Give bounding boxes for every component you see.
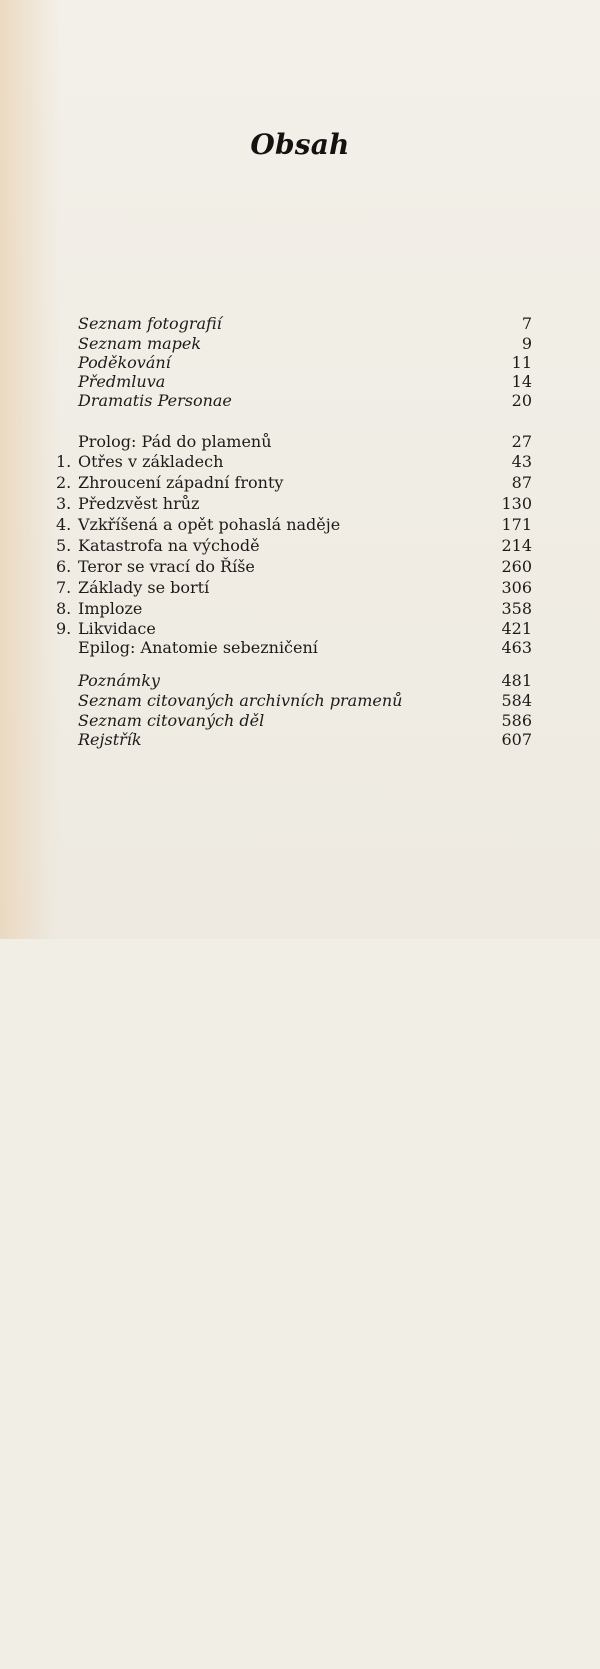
toc-entry-page: 421 xyxy=(501,619,532,638)
toc-entry-page: 463 xyxy=(501,638,532,657)
toc-entry-label: Otřes v základech xyxy=(78,452,224,471)
toc-entry xyxy=(0,334,600,354)
toc-entry-page: 306 xyxy=(501,578,532,597)
toc-entry-label: Seznam fotografií xyxy=(78,314,222,333)
toc-entry-label: Poděkování xyxy=(78,353,171,372)
toc-entry-page: 584 xyxy=(501,691,532,710)
toc-entry-label: Předmluva xyxy=(78,372,166,391)
toc-entry xyxy=(0,619,600,639)
toc-entry-label: Vzkříšená a opět pohaslá naděje xyxy=(78,515,341,534)
toc-entry-label: Seznam citovaných děl xyxy=(78,711,265,730)
toc-entry-label: Dramatis Personae xyxy=(78,391,232,410)
toc-entry-label: Seznam mapek xyxy=(78,334,202,353)
toc-entry-label: Epilog: Anatomie sebezničení xyxy=(78,638,318,657)
toc-entry xyxy=(0,557,600,577)
toc-entry-number: 9. xyxy=(56,619,72,638)
toc-entry-page: 358 xyxy=(501,599,532,618)
toc-entry-number: 5. xyxy=(56,536,72,555)
toc-entry-number: 4. xyxy=(56,515,72,534)
toc-entry xyxy=(0,599,600,619)
toc-entry-number: 8. xyxy=(56,599,72,618)
toc-entry xyxy=(0,314,600,334)
toc-entry-page: 14 xyxy=(511,372,532,391)
toc-entry xyxy=(0,515,600,535)
toc-entry xyxy=(0,473,600,493)
toc-entry-label: Předzvěst hrůz xyxy=(78,494,200,513)
toc-entry-page: 20 xyxy=(511,391,532,410)
toc-entry-label: Katastrofa na východě xyxy=(78,536,260,555)
toc-entry-page: 7 xyxy=(521,314,532,333)
toc-entry xyxy=(0,691,600,711)
toc-entry xyxy=(0,452,600,472)
toc-entry-page: 43 xyxy=(511,452,532,471)
toc-entry-page: 130 xyxy=(501,494,532,513)
toc-entry-label: Zhroucení západní fronty xyxy=(78,473,284,492)
toc-entry-label: Základy se bortí xyxy=(78,578,210,597)
toc-entry xyxy=(0,372,600,392)
toc-entry-label: Seznam citovaných archivních pramenů xyxy=(78,691,403,710)
toc-entry xyxy=(0,671,600,691)
toc-entry xyxy=(0,730,600,750)
toc-entry-label: Prolog: Pád do plamenů xyxy=(78,432,272,451)
toc-entry-label: Imploze xyxy=(78,599,143,618)
toc-entry xyxy=(0,353,600,373)
toc-entry-page: 260 xyxy=(501,557,532,576)
toc-entry-page: 586 xyxy=(501,711,532,730)
toc-entry-page: 9 xyxy=(521,334,532,353)
toc-entry-number: 6. xyxy=(56,557,72,576)
toc-entry-page: 11 xyxy=(511,353,532,372)
page-title: Obsah xyxy=(250,128,350,161)
toc-entry xyxy=(0,391,600,411)
toc-entry-label: Teror se vrací do Říše xyxy=(78,557,255,576)
toc-entry-number: 2. xyxy=(56,473,72,492)
toc-entry-page: 87 xyxy=(511,473,532,492)
toc-entry-label: Likvidace xyxy=(78,619,156,638)
toc-entry-page: 27 xyxy=(511,432,532,451)
toc-entry xyxy=(0,711,600,731)
toc-entry xyxy=(0,536,600,556)
toc-entry xyxy=(0,432,600,452)
toc-entry-page: 481 xyxy=(501,671,532,690)
toc-entry-number: 3. xyxy=(56,494,72,513)
toc-entry-page: 607 xyxy=(501,730,532,749)
toc-entry xyxy=(0,494,600,514)
toc-entry xyxy=(0,638,600,658)
toc-entry-label: Poznámky xyxy=(78,671,160,690)
toc-entry-page: 171 xyxy=(501,515,532,534)
toc-entry-number: 7. xyxy=(56,578,72,597)
toc-entry-label: Rejstřík xyxy=(78,730,142,749)
toc-entry-number: 1. xyxy=(56,452,72,471)
toc-entry xyxy=(0,578,600,598)
toc-entry-page: 214 xyxy=(501,536,532,555)
